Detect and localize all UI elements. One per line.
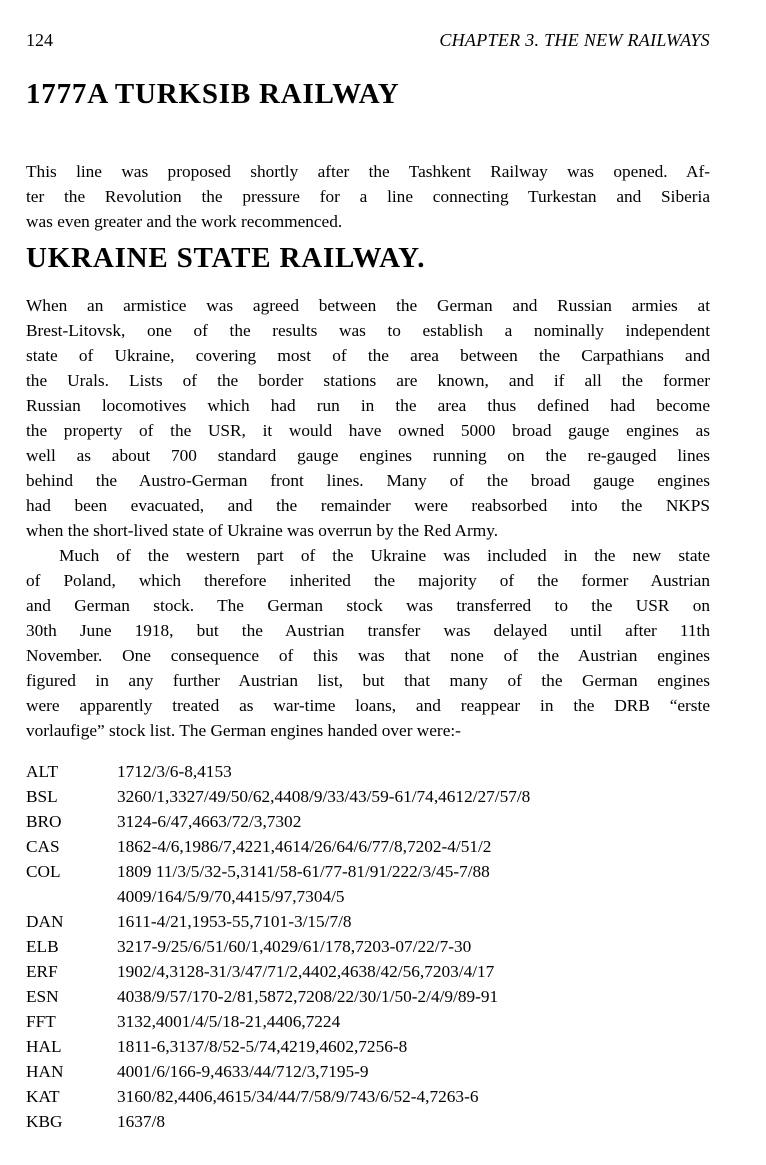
text-line: and German stock. The German stock was transferred to the USR on (26, 596, 710, 615)
engine-numbers: 1862-4/6,1986/7,4221,4614/26/64/6/77/8,7202-4/51/2 (117, 837, 492, 856)
paragraph-turksib (26, 159, 710, 234)
text-line: state of Ukraine, covering most of the area between the Carpathians and (26, 346, 710, 365)
engine-code: ALT (26, 762, 59, 781)
text-line: the Urals. Lists of the border stations are known, and if all the former (26, 371, 710, 390)
text-line: ter the Revolution the pressure for a line connecting Turkestan and Siberia (26, 187, 710, 206)
paragraph-ukraine-1 (26, 293, 710, 543)
text-line: the property of the USR, it would have owned 5000 broad gauge engines as (26, 421, 710, 440)
engine-numbers: 3160/82,4406,4615/34/44/7/58/9/743/6/52-4,7263-6 (117, 1087, 479, 1106)
paragraph-ukraine-2 (26, 543, 710, 743)
engine-code (26, 884, 117, 909)
engine-numbers: 3217-9/25/6/51/60/1,4029/61/178,7203-07/22/7-30 (117, 937, 472, 956)
engine-numbers: 3132,4001/4/5/18-21,4406,7224 (117, 1012, 341, 1031)
engine-list (26, 759, 726, 1134)
engine-code: ERF (26, 962, 58, 981)
engine-code: KAT (26, 1087, 60, 1106)
text-line: Brest-Litovsk, one of the results was to establish a nominally independent (26, 321, 710, 340)
engine-code: ELB (26, 937, 59, 956)
text-line: This line was proposed shortly after the Tashkent Railway was opened. Af- (26, 162, 710, 181)
page-number: 124 (26, 30, 53, 50)
engine-row (26, 1084, 726, 1109)
text-line: behind the Austro-German front lines. Many of the broad gauge engines (26, 471, 710, 490)
engine-numbers: 1637/8 (117, 1112, 166, 1131)
engine-row (26, 784, 726, 809)
engine-numbers: 1809 11/3/5/32-5,3141/58-61/77-81/91/222/3/45-7/88 (117, 862, 490, 881)
engine-numbers: 4001/6/166-9,4633/44/712/3,7195-9 (117, 1062, 369, 1081)
text-line: figured in any further Austrian list, but that many of the German engines (26, 671, 710, 690)
engine-code: KBG (26, 1112, 63, 1131)
engine-code: HAL (26, 1037, 62, 1056)
engine-row (26, 934, 726, 959)
engine-numbers: 1611-4/21,1953-55,7101-3/15/7/8 (117, 912, 352, 931)
text-line: Russian locomotives which had run in the area thus defined had become (26, 396, 710, 415)
engine-row (26, 909, 726, 934)
text-line: 30th June 1918, but the Austrian transfer was delayed until after 11th (26, 621, 710, 640)
engine-row (26, 859, 726, 884)
engine-code: BRO (26, 812, 62, 831)
engine-numbers: 4038/9/57/170-2/81,5872,7208/22/30/1/50-2/4/9/89-91 (117, 987, 499, 1006)
engine-row (26, 884, 726, 909)
engine-row (26, 1109, 726, 1134)
engine-numbers: 4009/164/5/9/70,4415/97,7304/5 (117, 887, 345, 906)
engine-row (26, 1009, 726, 1034)
engine-row (26, 809, 726, 834)
chapter-title: CHAPTER 3. THE NEW RAILWAYS (439, 30, 710, 50)
engine-code: HAN (26, 1062, 64, 1081)
engine-code: CAS (26, 837, 60, 856)
engine-row (26, 959, 726, 984)
text-line: When an armistice was agreed between the German and Russian armies at (26, 296, 710, 315)
engine-numbers: 3124-6/47,4663/72/3,7302 (117, 812, 302, 831)
engine-code: ESN (26, 987, 59, 1006)
engine-numbers: 3260/1,3327/49/50/62,4408/9/33/43/59-61/74,4612/27/57/8 (117, 787, 531, 806)
engine-code: BSL (26, 787, 58, 806)
engine-code: FFT (26, 1012, 56, 1031)
text-line: November. One consequence of this was that none of the Austrian engines (26, 646, 710, 665)
text-line: when the short-lived state of Ukraine was overrun by the Red Army. (26, 521, 499, 540)
engine-row (26, 984, 726, 1009)
engine-code: COL (26, 862, 61, 881)
text-line: well as about 700 standard gauge engines running on the re-gauged lines (26, 446, 710, 465)
engine-numbers: 1712/3/6-8,4153 (117, 762, 232, 781)
engine-row (26, 759, 726, 784)
text-line: of Poland, which therefore inherited the majority of the former Austrian (26, 571, 710, 590)
section-heading-turksib: 1777A TURKSIB RAILWAY (26, 78, 400, 110)
text-line: were apparently treated as war-time loans, and reappear in the DRB “erste (26, 696, 710, 715)
engine-code: DAN (26, 912, 64, 931)
engine-row (26, 1059, 726, 1084)
engine-row (26, 834, 726, 859)
text-line: Much of the western part of the Ukraine was included in the new state (59, 546, 710, 565)
running-head (26, 30, 710, 52)
section-heading-ukraine: UKRAINE STATE RAILWAY. (26, 242, 426, 274)
engine-row (26, 1034, 726, 1059)
text-line: had been evacuated, and the remainder were reabsorbed into the NKPS (26, 496, 710, 515)
engine-numbers: 1811-6,3137/8/52-5/74,4219,4602,7256-8 (117, 1037, 408, 1056)
engine-numbers: 1902/4,3128-31/3/47/71/2,4402,4638/42/56,7203/4/17 (117, 962, 495, 981)
text-line: was even greater and the work recommenced. (26, 212, 343, 231)
text-line: vorlaufige” stock list. The German engines handed over were:- (26, 721, 461, 740)
